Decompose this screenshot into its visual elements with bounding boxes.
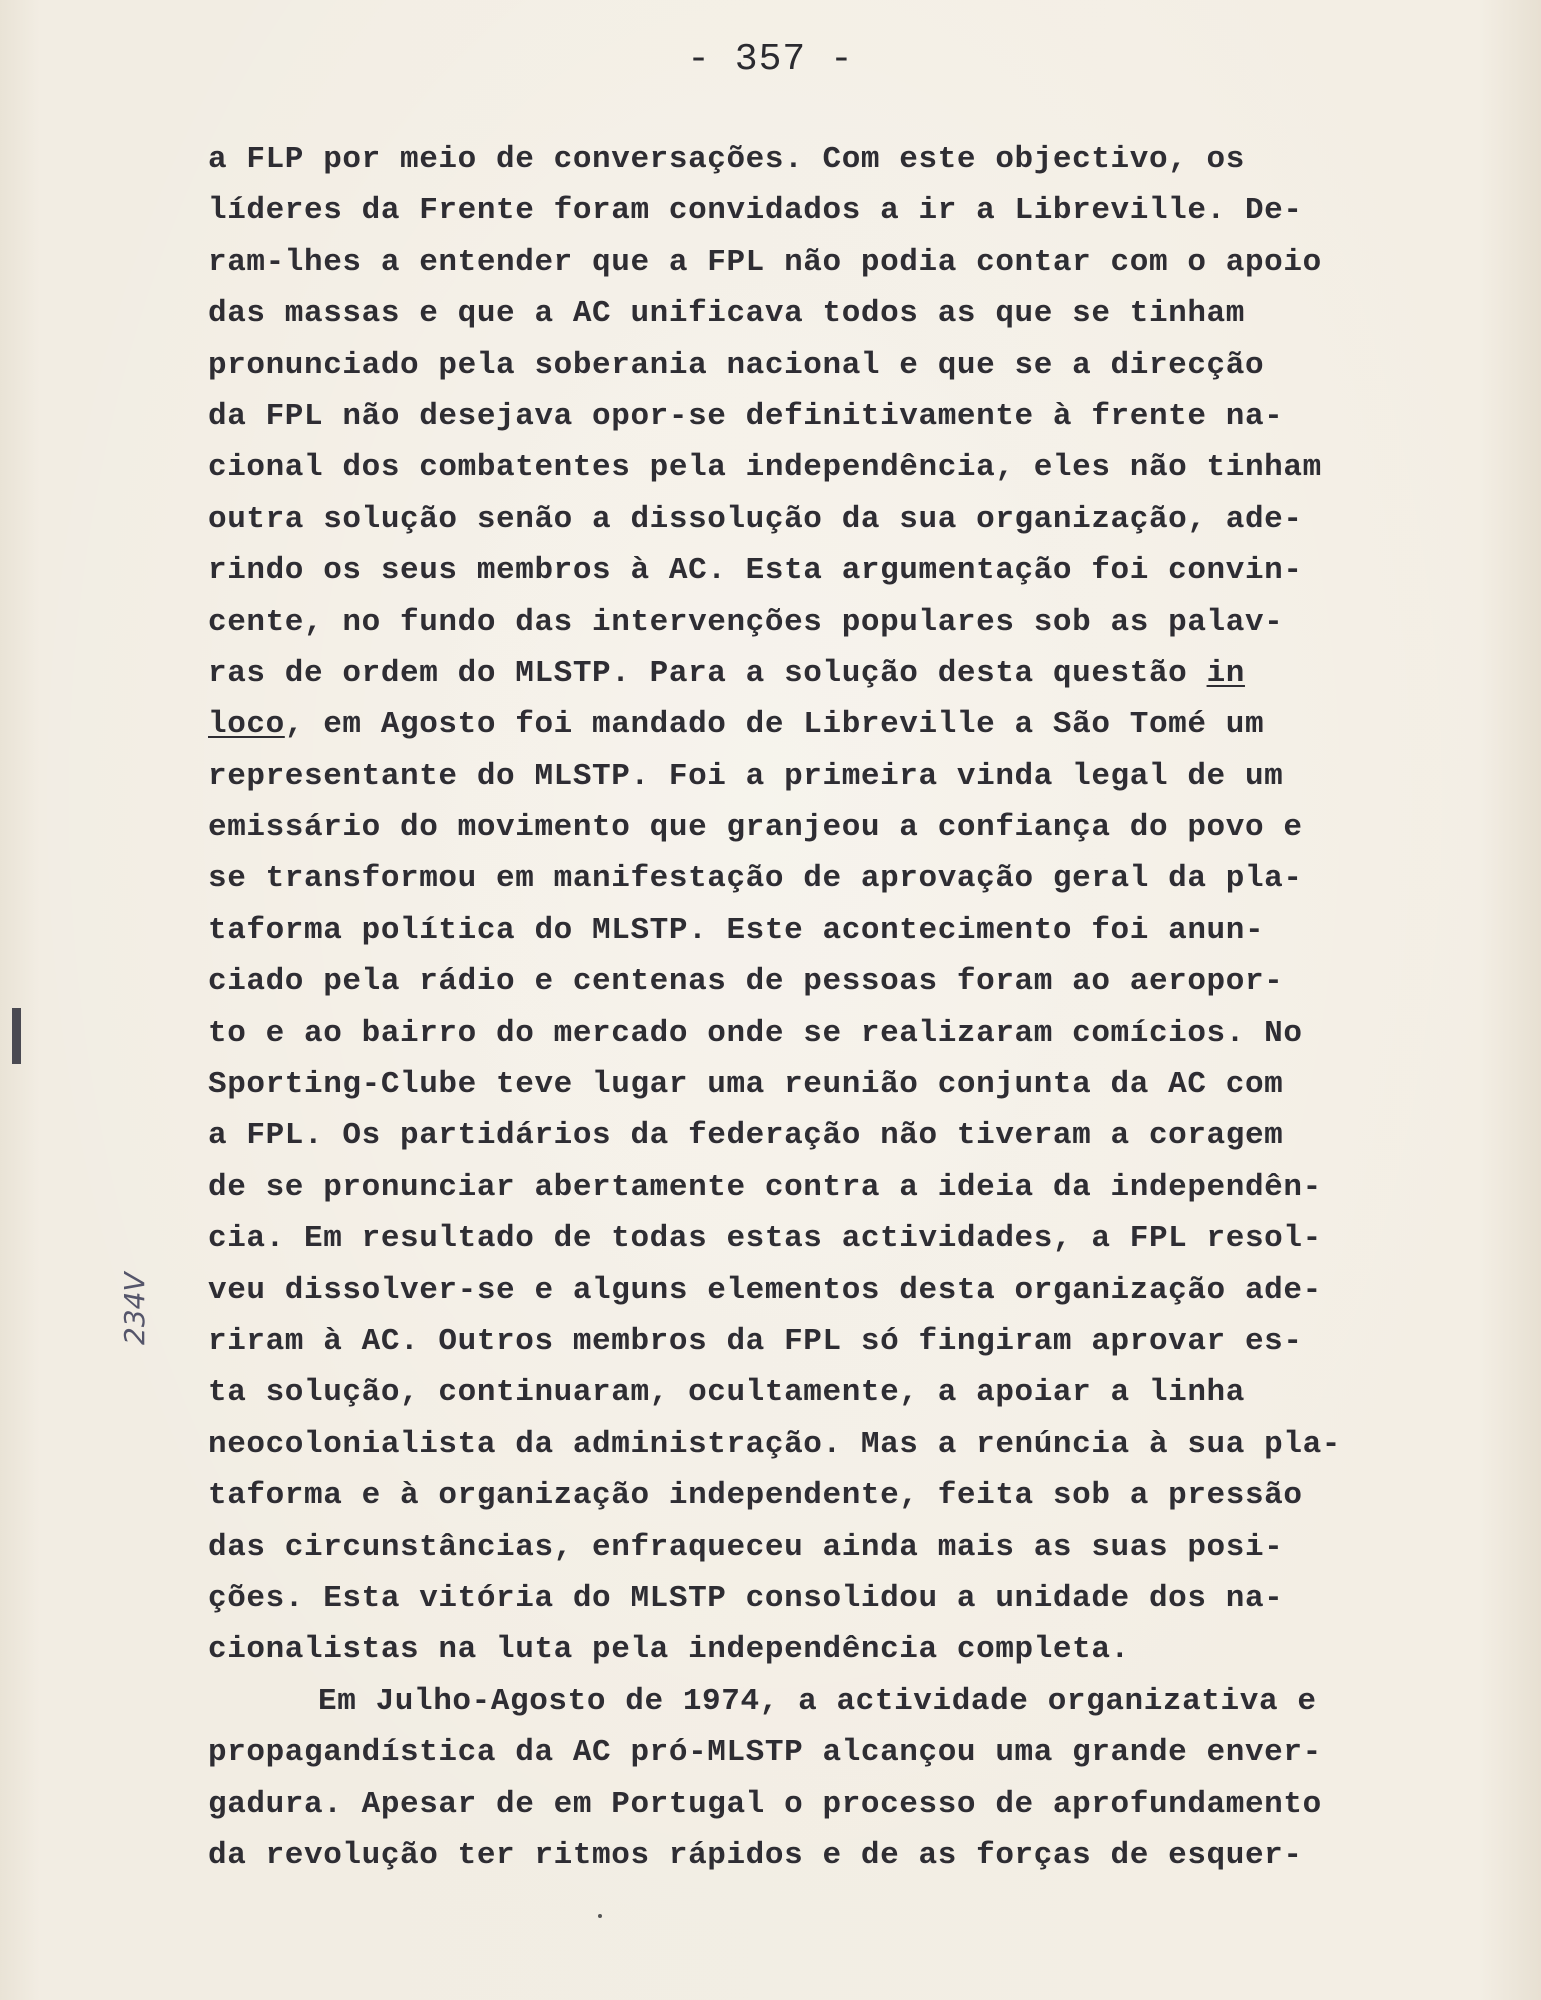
text-line: líderes da Frente foram convidados a ir a Libreville. De- — [208, 193, 1303, 229]
text-line: Em Julho-Agosto de 1974, a actividade organizativa e — [318, 1683, 1317, 1719]
text-segment: ras de ordem do MLSTP. Para a solução desta questão — [208, 655, 1207, 691]
text-line: cional dos combatentes pela independência, eles não tinham — [208, 450, 1322, 486]
text-line: neocolonialista da administração. Mas a renúncia à sua pla- — [208, 1426, 1341, 1462]
text-line: Sporting-Clube teve lugar uma reunião conjunta da AC com — [208, 1067, 1284, 1103]
text-line: rindo os seus membros à AC. Esta argumentação foi convin- — [208, 553, 1303, 589]
text-line: ções. Esta vitória do MLSTP consolidou a unidade dos na- — [208, 1580, 1284, 1616]
text-line: veu dissolver-se e alguns elementos desta organização ade- — [208, 1272, 1322, 1308]
text-line: da revolução ter ritmos rápidos e de as forças de esquer- — [208, 1837, 1303, 1873]
text-line: representante do MLSTP. Foi a primeira vinda legal de um — [208, 758, 1284, 794]
text-line: emissário do movimento que granjeou a confiança do povo e — [208, 810, 1303, 846]
text-line: das massas e que a AC unificava todos as que se tinham — [208, 296, 1245, 332]
text-line: ciado pela rádio e centenas de pessoas foram ao aeropor- — [208, 964, 1284, 1000]
text-line: riram à AC. Outros membros da FPL só fingiram aprovar es- — [208, 1323, 1303, 1359]
ink-speck — [598, 1914, 602, 1918]
text-line: cia. Em resultado de todas estas actividades, a FPL resol- — [208, 1221, 1322, 1257]
margin-mark — [12, 1008, 21, 1064]
text-line: outra solução senão a dissolução da sua organização, ade- — [208, 501, 1303, 537]
text-line: ram-lhes a entender que a FPL não podia contar com o apoio — [208, 244, 1322, 280]
text-line: propagandística da AC pró-MLSTP alcançou uma grande enver- — [208, 1735, 1322, 1771]
text-line — [208, 699, 1468, 750]
text-line: a FLP por meio de conversações. Com este objectivo, os — [208, 142, 1245, 177]
text-line: gadura. Apesar de em Portugal o processo de aprofundamento — [208, 1786, 1322, 1822]
text-line: pronunciado pela soberania nacional e que se a direcção — [208, 347, 1265, 383]
text-line: taforma política do MLSTP. Este acontecimento foi anun- — [208, 912, 1265, 948]
text-line: taforma e à organização independente, feita sob a pressão — [208, 1478, 1303, 1514]
text-segment: , em Agosto foi mandado de Libreville a São Tomé um — [284, 707, 1265, 743]
text-line: ta solução, continuaram, ocultamente, a apoiar a linha — [208, 1375, 1245, 1411]
text-line: a FPL. Os partidários da federação não tiveram a coragem — [208, 1118, 1284, 1154]
page-number: - 357 - — [687, 38, 854, 81]
text-line: das circunstâncias, enfraqueceu ainda mais as suas posi- — [208, 1529, 1284, 1565]
text-line: cente, no fundo das intervenções populares sob as palav- — [208, 604, 1284, 640]
text-line: cionalistas na luta pela independência completa. — [208, 1632, 1130, 1668]
underlined-word: in — [1206, 655, 1245, 691]
text-line: to e ao bairro do mercado onde se realizaram comícios. No — [208, 1015, 1303, 1051]
text-line: se transformou em manifestação de aprovação geral da pla- — [208, 861, 1303, 897]
text-line: de se pronunciar abertamente contra a ideia da independên- — [208, 1169, 1322, 1205]
body-text — [208, 134, 1468, 1881]
underlined-word: loco — [208, 707, 285, 743]
text-line: da FPL não desejava opor-se definitivamente à frente na- — [208, 398, 1284, 434]
margin-handwritten-note: 234V — [118, 1272, 151, 1345]
text-line — [208, 648, 1468, 699]
